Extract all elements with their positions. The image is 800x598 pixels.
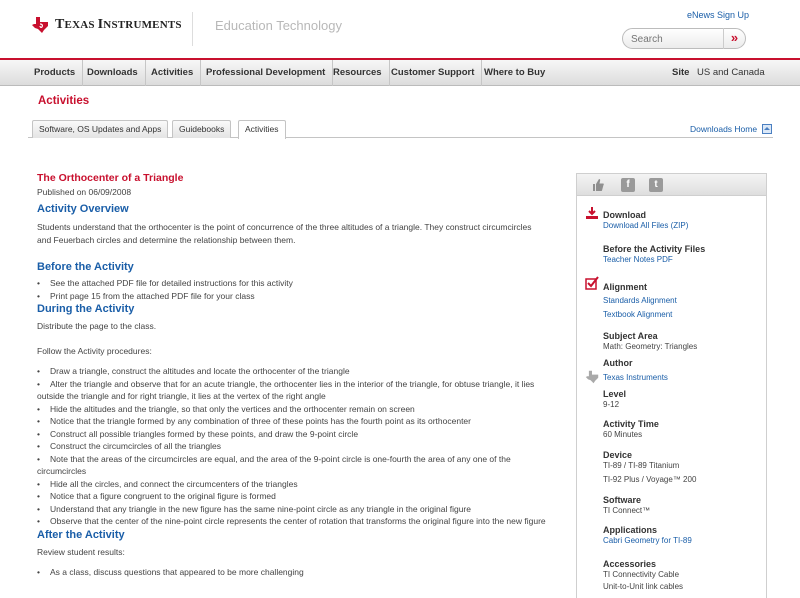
site-header <box>0 0 800 58</box>
accessories-heading: Accessories <box>603 559 657 569</box>
subject-heading: Subject Area <box>603 331 658 341</box>
alignment-section <box>603 282 677 321</box>
tab-guidebooks[interactable]: Guidebooks <box>172 120 231 138</box>
device-value-1: TI-89 / TI-89 Titanium <box>603 461 680 470</box>
tab-activities[interactable]: Activities <box>238 120 286 139</box>
article-title: The Orthocenter of a Triangle <box>37 172 184 184</box>
software-heading: Software <box>603 495 642 505</box>
ti-logo[interactable] <box>31 16 182 34</box>
during-text-2: Follow the Activity procedures: <box>37 345 152 356</box>
texas-state-icon <box>585 370 599 389</box>
nav-professional-development[interactable]: Professional Development <box>199 60 333 86</box>
before-files-section <box>603 244 705 266</box>
list-item: • Hide the altitudes and the triangle, so that only the vertices and the orthocenter remain on screen <box>37 403 547 416</box>
activity-time-heading: Activity Time <box>603 419 659 429</box>
list-item: • Notice that the triangle formed by any combination of three of these points has the fourth point as its orthocenter <box>37 415 547 428</box>
list-item: • Hide all the circles, and connect the circumcenters of the triangles <box>37 478 547 491</box>
social-bar <box>577 174 766 196</box>
list-item: • Draw a triangle, construct the altitudes and locate the orthocenter of the triangle <box>37 365 547 378</box>
device-section <box>603 450 696 486</box>
nav-customer-support[interactable]: Customer Support <box>384 60 482 86</box>
logo-wordmark: TEXAS INSTRUMENTS <box>55 17 182 32</box>
download-heading: Download <box>603 210 646 220</box>
after-list <box>37 566 547 579</box>
accessories-section <box>603 559 683 593</box>
nav-where-to-buy[interactable]: Where to Buy <box>484 67 546 78</box>
downloads-home-link[interactable]: Downloads Home <box>690 124 758 134</box>
subject-section <box>603 331 697 353</box>
download-section <box>603 210 688 232</box>
thumbs-up-icon[interactable] <box>591 178 605 192</box>
checkbox-icon <box>585 276 599 295</box>
search-input[interactable] <box>631 32 721 46</box>
software-section <box>603 495 650 517</box>
textbook-alignment-link[interactable]: Textbook Alignment <box>603 310 673 319</box>
accessories-value-1: TI Connectivity Cable <box>603 570 680 579</box>
list-item: • Note that the areas of the circumcircles are equal, and the area of the 9-point circle is one-fourth the area of any one of the circumcircles <box>37 453 547 478</box>
overview-heading: Activity Overview <box>37 203 129 215</box>
before-list <box>37 277 547 302</box>
nav-products[interactable]: Products <box>27 60 83 86</box>
level-heading: Level <box>603 389 627 399</box>
device-value-2: TI-92 Plus / Voyage™ 200 <box>603 475 697 484</box>
alignment-heading: Alignment <box>603 282 647 292</box>
site-region-selector[interactable]: US and Canada <box>697 67 765 78</box>
author-section <box>603 358 668 384</box>
activity-time-section <box>603 419 659 441</box>
twitter-icon[interactable]: t <box>649 178 663 192</box>
download-all-link[interactable]: Download All Files (ZIP) <box>603 221 689 230</box>
accessories-value-2: Unit-to-Unit link cables <box>603 582 684 591</box>
during-text-1: Distribute the page to the class. <box>37 321 157 331</box>
published-date: Published on 06/09/2008 <box>37 187 132 197</box>
facebook-icon[interactable]: f <box>621 178 635 192</box>
main-nav <box>0 58 800 86</box>
teacher-notes-link[interactable]: Teacher Notes PDF <box>603 255 673 264</box>
standards-alignment-link[interactable]: Standards Alignment <box>603 296 677 305</box>
site-subtitle: Education Technology <box>215 18 342 33</box>
device-heading: Device <box>603 450 633 460</box>
subject-value: Math: Geometry: Triangles <box>603 342 698 351</box>
enews-signup-link[interactable]: eNews Sign Up <box>687 10 750 20</box>
header-divider <box>192 12 193 46</box>
list-item: • Understand that any triangle in the new figure has the same nine-point circle as any triangle in the original figure <box>37 503 547 516</box>
article <box>37 172 547 579</box>
list-item: • Observe that the center of the nine-point circle represents the center of rotation that transforms the original figure into the new figure <box>37 515 547 528</box>
applications-link[interactable]: Cabri Geometry for TI-89 <box>603 536 692 545</box>
tab-software-os-updates[interactable]: Software, OS Updates and Apps <box>32 120 168 138</box>
overview-text: Students understand that the orthocenter is the point of concurrence of the three altitudes of a triangle. They construct circumcircles and Feuerbach circles and determine the relationship between them. <box>37 222 532 245</box>
during-heading: During the Activity <box>37 303 135 315</box>
list-item: • Construct the circumcircles of all the triangles <box>37 440 547 453</box>
author-link[interactable]: Texas Instruments <box>603 373 668 382</box>
nav-downloads[interactable]: Downloads <box>80 60 146 86</box>
level-section <box>603 389 626 411</box>
software-value: TI Connect™ <box>603 506 651 515</box>
applications-heading: Applications <box>603 525 658 535</box>
page-title: Activities <box>38 95 90 107</box>
list-item: • Print page 15 from the attached PDF file for your class <box>37 290 547 303</box>
level-value: 9-12 <box>603 400 620 409</box>
texas-state-icon <box>31 16 49 34</box>
author-heading: Author <box>603 358 633 368</box>
before-files-heading: Before the Activity Files <box>603 244 706 254</box>
list-item: • Alter the triangle and observe that for an acute triangle, the orthocenter lies in the interior of the triangle, for obtuse triangle, it lies outside the triangle and for right triangle, it lies at the vertex of the right angle <box>37 378 547 403</box>
nav-resources[interactable]: Resources <box>326 60 390 86</box>
list-item: • As a class, discuss questions that appeared to be more challenging <box>37 566 547 579</box>
search-go-button[interactable]: » <box>723 28 745 49</box>
list-item: • Notice that a figure congruent to the original figure is formed <box>37 490 547 503</box>
site-label: Site <box>672 67 690 78</box>
before-heading: Before the Activity <box>37 261 134 273</box>
activity-time-value: 60 Minutes <box>603 430 643 439</box>
after-heading: After the Activity <box>37 528 125 541</box>
nav-activities[interactable]: Activities <box>144 60 201 86</box>
search-box <box>622 28 746 49</box>
after-text: Review student results: <box>37 546 125 557</box>
home-icon[interactable] <box>762 124 772 134</box>
during-list <box>37 365 547 528</box>
applications-section <box>603 525 692 547</box>
download-icon <box>585 206 599 225</box>
list-item: • Construct all possible triangles formed by these points, and draw the 9-point circle <box>37 428 547 441</box>
list-item: • See the attached PDF file for detailed instructions for this activity <box>37 277 547 290</box>
resource-sidebar <box>576 173 767 598</box>
